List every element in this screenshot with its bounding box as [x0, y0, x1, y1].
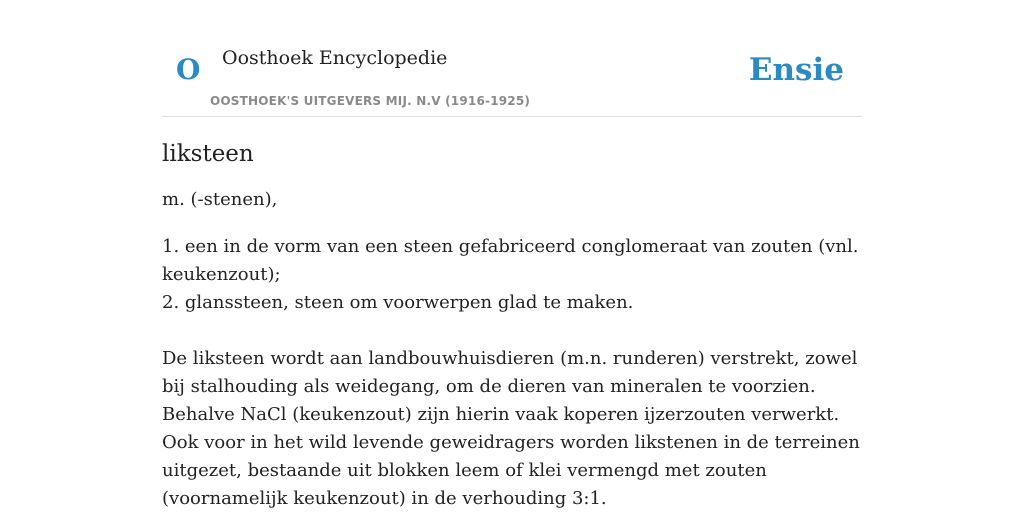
definition-item: 1. een in de vorm van een steen gefabriceerd conglomeraat van zouten (vnl. keukenzout); — [162, 236, 859, 285]
entry-definitions — [162, 233, 862, 317]
entry-content — [162, 136, 862, 512]
entry-paragraph: De liksteen wordt aan landbouwhuisdieren (m.n. runderen) verstrekt, zowel bij stalhouding als weidegang, om de dieren van mineralen te voorzien. Behalve NaCl (keukenzout) zijn hierin vaak koperen ijzerzouten verwerkt. Ook voor in het wild levende geweidragers worden likstenen in de terreinen uitgezet, bestaande uit blokken leem of klei vermengd met zouten (voornamelijk keukenzout) in de verhouding 3:1. — [162, 348, 860, 509]
definition-item: 2. glanssteen, steen om voorwerpen glad te maken. — [162, 292, 634, 313]
brand-logo[interactable]: Ensie — [748, 52, 844, 88]
source-publisher: OOSTHOEK'S UITGEVERS MIJ. N.V (1916-1925) — [210, 94, 531, 108]
source-logo[interactable]: O — [176, 53, 201, 86]
entry-grammar: m. (-stenen), — [162, 189, 278, 210]
source-header — [162, 0, 862, 117]
entry-title: liksteen — [162, 141, 254, 167]
source-title-link[interactable]: Oosthoek Encyclopedie — [222, 47, 448, 69]
